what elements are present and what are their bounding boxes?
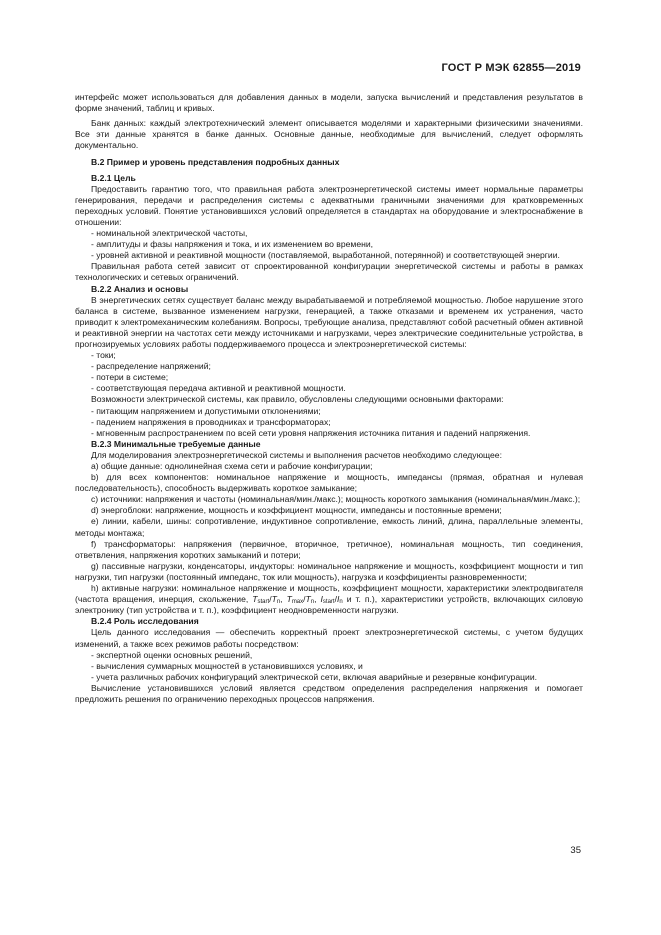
subscript: start <box>257 599 270 606</box>
subsection-heading: В.2.3 Минимальные требуемые данные <box>91 438 261 449</box>
symbol: T <box>286 594 292 605</box>
subscript: start <box>322 599 335 606</box>
text-run: / <box>269 594 272 605</box>
list-item: e) линии, кабели, шины: сопротивление, индуктивное сопротивление, емкость линий, длина, параллельные элементы, методы монтажа; <box>75 516 583 538</box>
page-number: 35 <box>570 845 581 856</box>
list-item: - амплитуды и фазы напряжения и тока, и их изменением во времени, <box>91 239 374 250</box>
subscript: n <box>276 599 281 606</box>
text-run: , <box>314 594 321 605</box>
subsection-heading: В.2.4 Роль исследования <box>91 616 199 627</box>
symbol: T <box>305 594 311 605</box>
subsection-heading: В.2.1 Цель <box>91 172 136 183</box>
symbol: I <box>336 594 340 605</box>
list-item: f) трансформаторы: напряжения (первичное, вторичное, третичное), номинальная мощность, тип соединения, ответвления, напряжения коротких замыканий и потери; <box>75 538 583 560</box>
list-item: - экспертной оценки основных решений, <box>91 649 253 660</box>
symbol: I <box>320 594 323 605</box>
subscript: n <box>310 599 315 606</box>
document-body <box>75 92 583 705</box>
text-run: / <box>334 594 337 605</box>
list-item: c) источники: напряжения и частоты (номинальная/мин./макс.); мощность короткого замыкания (номинальная/мин./макс.); <box>91 494 581 505</box>
list-item: - номинальной электрической частоты, <box>91 228 248 239</box>
list-item: b) для всех компонентов: номинальное напряжение и мощность, импедансы (прямая, обратная и нулевая последовательность), способность выдерживать короткое замыкание; <box>75 472 583 494</box>
paragraph: Для моделирования электроэнергетической системы и выполнения расчетов необходимо следующее: <box>91 449 502 460</box>
list-item: g) пассивные нагрузки, конденсаторы, индукторы: номинальное напряжение и мощность, коэффициент мощности и тип нагрузки, тип нагрузки (постоянный импеданс, ток или мощность), нагрузка и коэффициенты разновременности; <box>75 560 583 582</box>
paragraph: Возможности электрической системы, как правило, обусловлены следующими основными факторами: <box>91 394 504 405</box>
paragraph: интерфейс может использоваться для добавления данных в модели, запуска вычислений и представления результатов в форме значений, таблиц и кривых. <box>75 92 583 114</box>
symbol: T <box>271 594 277 605</box>
paragraph: Банк данных: каждый электротехнический элемент описывается моделями и характерными физическими значениями. Все эти данные хранятся в банке данных. Основные данные, необходимые для вычислений, следует оформлять документально. <box>75 118 583 151</box>
list-item: - соответствующая передача активной и реактивной мощности. <box>91 383 346 394</box>
list-item: - мгновенным распространением по всей сети уровня напряжения источника питания и падений напряжения. <box>91 427 531 438</box>
list-item: - распределение напряжений; <box>91 361 211 372</box>
text-run: , <box>280 594 287 605</box>
paragraph: Цель данного исследования — обеспечить корректный проект электроэнергетической системы, с учетом будущих изменений, а также всех режимов работы посредством: <box>75 627 583 649</box>
text-run: и т. п.), характеристики устройств, включающих силовую электронику (тип устройства и т. п.), коэффициент неодновременности нагрузки. <box>75 594 583 616</box>
list-item <box>75 583 583 616</box>
list-item: - падением напряжения в проводниках и трансформаторах; <box>91 416 331 427</box>
list-item: a) общие данные: однолинейная схема сети и рабочие конфигурации; <box>91 461 373 471</box>
list-item: - уровней активной и реактивной мощности (поставляемой, выработанной, потерянной) и соответствующей энергии. <box>91 250 560 261</box>
text-run: h) активные нагрузки: номинальное напряжение и мощность, коэффициент мощности, характеристики электродвигателя (частота вращения, инерция, скольжение, <box>75 583 583 605</box>
paragraph: Предоставить гарантию того, что правильная работа электроэнергетической системы имеет нормальные параметры генерирования, передачи и распределения системы с адекватными граничными значениями для кратковременных переходных условий. Понятие установившихся условий определяется в стандартах на оборудование и электроснабжение в отношении: <box>75 183 583 227</box>
text-run: / <box>303 594 306 605</box>
paragraph: В энергетических сетях существует баланс между вырабатываемой и потребляемой мощностью. Любое нарушение этого баланса в системе, вызванное изменением нагрузки, генерацией, а также отказами и временем их устранения, часто приводит к электромеханическим колебаниям. Вопросы, требующие анализа, представляют собой расчетный обмен активной и реактивной энергии на частотах сети между источниками и нагрузками, через электрические соединительные устройства, в прогнозируемых условиях работы поддерживаемого процесса и электроэнергетической системы: <box>75 294 583 349</box>
list-item: - токи; <box>91 350 116 361</box>
list-item: - питающим напряжением и допустимыми отклонениями; <box>91 405 321 416</box>
list-item: - вычисления суммарных мощностей в установившихся условиях, и <box>91 660 363 671</box>
paragraph: Вычисление установившихся условий является средством определения распределения напряжения и помогает предложить решения по ограничению переходных процессов напряжения. <box>75 682 583 704</box>
paragraph: Правильная работа сетей зависит от спроектированной конфигурации энергетической системы и работы в рамках технологических и сетевых ограничений. <box>75 261 583 283</box>
section-heading: В.2 Пример и уровень представления подробных данных <box>91 157 340 168</box>
subscript: max <box>291 599 304 606</box>
list-item: - учета различных рабочих конфигураций электрической сети, включая аварийные и резервные конфигурации. <box>91 671 538 682</box>
subscript: n <box>339 599 343 606</box>
symbol: T <box>252 594 258 605</box>
document-header: ГОСТ Р МЭК 62855—2019 <box>441 62 581 74</box>
subsection-heading: В.2.2 Анализ и основы <box>91 283 189 294</box>
list-item: d) энергоблоки: напряжение, мощность и коэффициент мощности, импедансы и постоянные времени; <box>91 505 502 516</box>
list-item: - потери в системе; <box>91 372 169 383</box>
